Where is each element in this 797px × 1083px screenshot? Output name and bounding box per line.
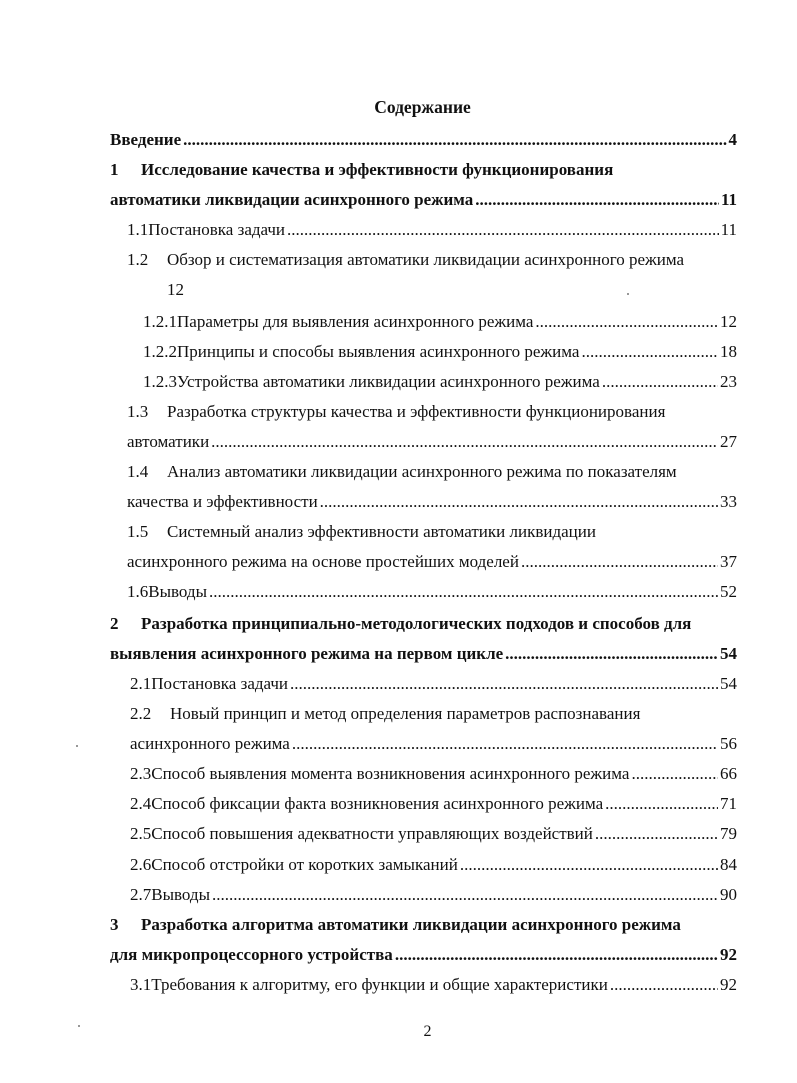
toc-entry-text: выявления асинхронного режима на первом цикле [110, 644, 504, 663]
toc-page-number: 71 [720, 794, 737, 813]
toc-entry-number: 3 [110, 915, 119, 934]
toc-chapter-2-heading [110, 612, 737, 636]
toc-entry-number: 1.4 [127, 462, 149, 481]
toc-entry-1-3-cont [127, 430, 737, 454]
toc-entry-text: автоматики ликвидации асинхронного режима [110, 190, 474, 209]
toc-leader-dots [183, 128, 726, 152]
toc-entry-number: 1.2.1 [143, 312, 177, 331]
toc-entry-2-2 [130, 702, 737, 726]
toc-page-number: 54 [720, 674, 737, 693]
toc-chapter-1-heading [110, 158, 737, 182]
toc-entry-1-2-3 [143, 370, 737, 394]
toc-entry-3-1 [130, 973, 737, 997]
toc-page-number: 18 [720, 342, 737, 361]
toc-entry-text: Обзор и систематизация автоматики ликвидации асинхронного режима [167, 250, 685, 269]
toc-entry-text: автоматики [127, 432, 210, 451]
toc-entry-text: Требования к алгоритму, его функции и общие характеристики [151, 975, 608, 994]
toc-entry-number: 1.2.3 [143, 372, 177, 391]
toc-entry-1-4 [127, 460, 737, 484]
toc-entry-1-5-cont [127, 550, 737, 574]
toc-leader-dots [605, 792, 718, 816]
toc-entry-text: Выводы [151, 885, 211, 904]
scan-speck [76, 745, 78, 747]
toc-leader-dots [535, 310, 718, 334]
toc-entry-1-1 [127, 218, 737, 242]
toc-entry-text: Параметры для выявления асинхронного режима [177, 312, 534, 331]
toc-leader-dots [460, 853, 718, 877]
toc-leader-dots [211, 430, 718, 454]
toc-chapter-2-heading-cont [110, 642, 737, 666]
toc-page-number: 12 [167, 280, 184, 299]
toc-entry-1-4-cont [127, 490, 737, 514]
toc-leader-dots [631, 762, 718, 786]
toc-leader-dots [395, 943, 718, 967]
toc-leader-dots [505, 642, 718, 666]
toc-entry-2-3 [130, 762, 737, 786]
toc-entry-2-2-cont [130, 732, 737, 756]
toc-page-number: 92 [720, 975, 737, 994]
toc-leader-dots [290, 672, 718, 696]
toc-page-number: 52 [720, 582, 737, 601]
toc-entry-number: 1.5 [127, 522, 149, 541]
toc-entry-1-6 [127, 580, 737, 604]
toc-chapter-3-heading-cont [110, 943, 737, 967]
toc-entry-number: 2.5 [130, 824, 152, 843]
toc-entry-text: Постановка задачи [148, 220, 286, 239]
toc-entry-number: 2 [110, 614, 119, 633]
toc-entry-text: Способ отстройки от коротких замыканий [151, 855, 458, 874]
toc-entry-1-2 [127, 248, 737, 272]
toc-page-number: 90 [720, 885, 737, 904]
toc-entry-number: 2.1 [130, 674, 152, 693]
toc-entry-text: Способ выявления момента возникновения асинхронного режима [151, 764, 630, 783]
toc-entry-2-1 [130, 672, 737, 696]
toc-page-number: 56 [720, 734, 737, 753]
page-number-footer: 2 [423, 1023, 432, 1040]
toc-page-number: 92 [720, 945, 737, 964]
toc-page-number: 12 [720, 312, 737, 331]
page-title: Содержание [374, 97, 471, 117]
toc-page-number: 33 [720, 492, 737, 511]
toc-entry-text: асинхронного режима [130, 734, 290, 753]
toc-entry-text: Разработка принципиально-методологических подходов и способов для [141, 614, 692, 633]
toc-entry-number: 1 [110, 160, 119, 179]
toc-entry-text: Способ повышения адекватности управляющих воздействий [151, 824, 593, 843]
toc-entry-number: 2.4 [130, 794, 152, 813]
scan-speck [78, 1025, 80, 1027]
toc-entry-text: Введение [110, 130, 182, 149]
toc-page-number: 27 [720, 432, 737, 451]
toc-entry-text: Принципы и способы выявления асинхронного режима [177, 342, 580, 361]
toc-entry-1-2-1 [143, 310, 737, 334]
toc-entry-text: Постановка задачи [151, 674, 289, 693]
toc-entry-number: 3.1 [130, 975, 152, 994]
toc-entry-number: 2.7 [130, 885, 152, 904]
toc-entry-number: 1.6 [127, 582, 149, 601]
toc-leader-dots [287, 218, 719, 242]
toc-page-number: 84 [720, 855, 737, 874]
scan-speck [627, 293, 629, 295]
toc-entry-text: Выводы [148, 582, 208, 601]
toc-leader-dots [320, 490, 718, 514]
toc-chapter-1-heading-cont [110, 188, 737, 212]
toc-leader-dots [212, 883, 718, 907]
toc-entry-text: качества и эффективности [127, 492, 318, 511]
toc-entry-1-3 [127, 400, 737, 424]
toc-leader-dots [521, 550, 718, 574]
toc-page-number: 4 [728, 130, 737, 149]
toc-entry-number: 1.1 [127, 220, 149, 239]
toc-entry-text: Системный анализ эффективности автоматики ликвидации [167, 522, 596, 541]
toc-entry-text: Разработка структуры качества и эффективности функционирования [167, 402, 666, 421]
toc-entry-2-4 [130, 792, 737, 816]
toc-entry-2-6 [130, 853, 737, 877]
toc-entry-number: 2.3 [130, 764, 152, 783]
toc-leader-dots [209, 580, 718, 604]
toc-entry-1-5 [127, 520, 737, 544]
toc-entry-number: 2.2 [130, 704, 152, 723]
toc-page-number: 11 [720, 220, 737, 239]
toc-page-number: 11 [720, 190, 737, 209]
toc-entry-text: для микропроцессорного устройства [110, 945, 393, 964]
toc-page-number: 37 [720, 552, 737, 571]
toc-entry-introduction [110, 128, 737, 152]
toc-entry-text: Разработка алгоритма автоматики ликвидации асинхронного режима [141, 915, 681, 934]
toc-page-number: 79 [720, 824, 737, 843]
toc-leader-dots [595, 822, 718, 846]
toc-entry-text: Устройства автоматики ликвидации асинхронного режима [177, 372, 600, 391]
toc-entry-text: Способ фиксации факта возникновения асинхронного режима [151, 794, 604, 813]
toc-leader-dots [292, 732, 718, 756]
toc-entry-text: Анализ автоматики ликвидации асинхронного режима по показателям [167, 462, 677, 481]
toc-leader-dots [581, 340, 718, 364]
toc-page-number: 66 [720, 764, 737, 783]
toc-page-number: 54 [720, 644, 737, 663]
toc-entry-text: асинхронного режима на основе простейших моделей [127, 552, 519, 571]
toc-entry-number: 2.6 [130, 855, 152, 874]
toc-entry-number: 1.3 [127, 402, 149, 421]
toc-leader-dots [602, 370, 718, 394]
toc-entry-number: 1.2.2 [143, 342, 177, 361]
toc-chapter-3-heading [110, 913, 737, 937]
toc-page-number: 23 [720, 372, 737, 391]
toc-entry-text: Исследование качества и эффективности функционирования [141, 160, 614, 179]
toc-entry-2-7 [130, 883, 737, 907]
toc-entry-number: 1.2 [127, 250, 149, 269]
toc-entry-text: Новый принцип и метод определения параметров распознавания [170, 704, 641, 723]
toc-entry-2-5 [130, 822, 737, 846]
toc-leader-dots [475, 188, 719, 212]
toc-entry-1-2-2 [143, 340, 737, 364]
toc-leader-dots [610, 973, 718, 997]
toc-entry-1-2-page [167, 278, 737, 302]
